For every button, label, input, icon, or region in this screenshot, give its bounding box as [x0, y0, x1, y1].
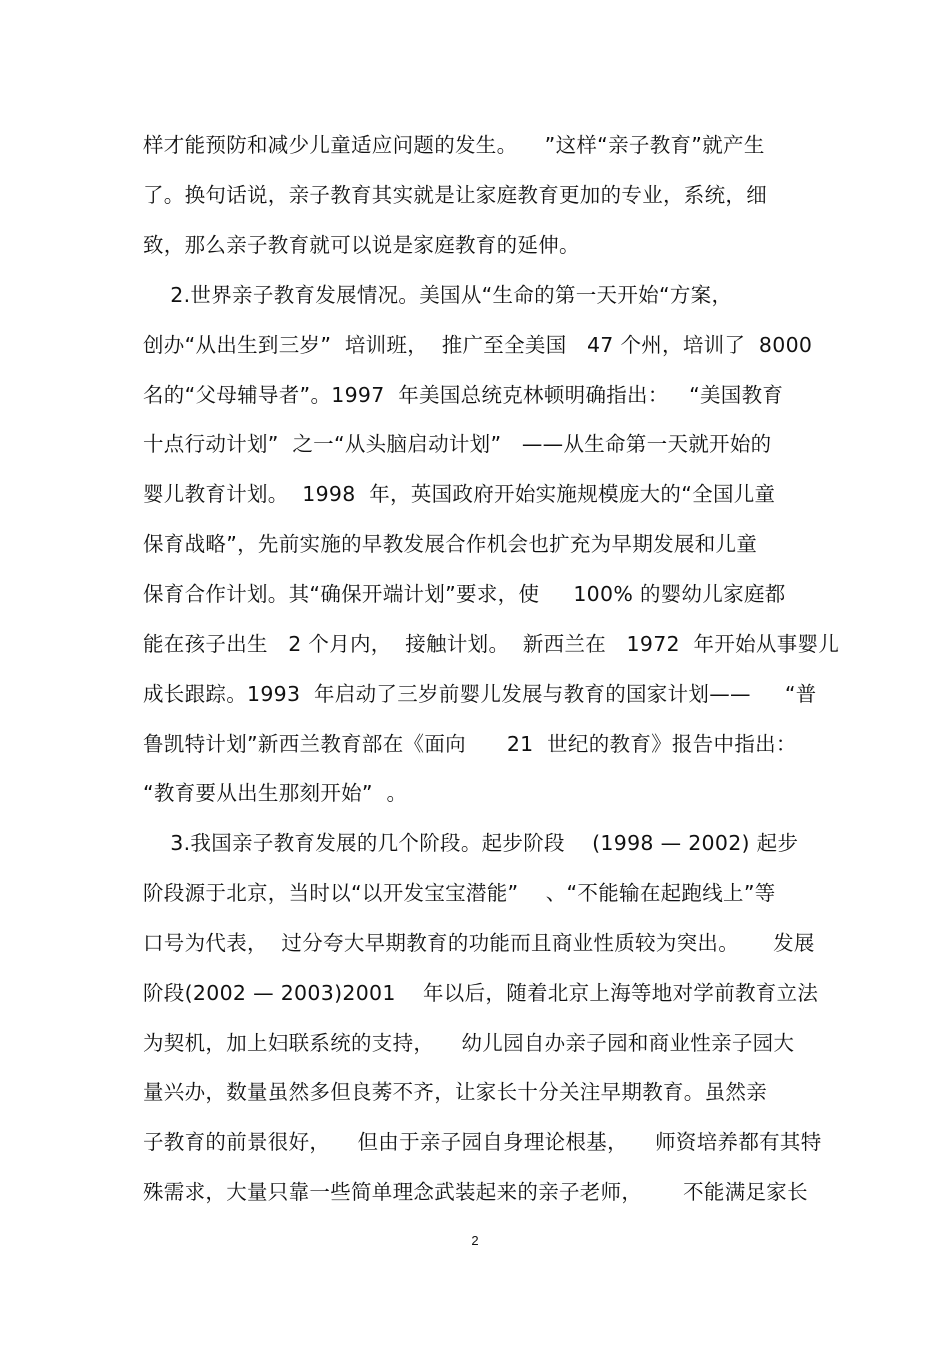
- text-line: 致，那么亲子教育就可以说是家庭教育的延伸。: [143, 233, 580, 257]
- text-line: 殊需求，大量只靠一些简单理念武装起来的亲子老师， 不能满足家长: [143, 1180, 808, 1204]
- text-line: 了。换句话说，亲子教育其实就是让家庭教育更加的专业，系统，细: [143, 183, 767, 207]
- text-line: 量兴办，数量虽然多但良莠不齐，让家长十分关注早期教育。虽然亲: [143, 1080, 767, 1104]
- text-line: 保育战略”，先前实施的早教发展合作机会也扩充为早期发展和儿童: [143, 532, 758, 556]
- text-line: 名的“父母辅导者”。1997 年美国总统克林顿明确指出： “美国教育: [143, 383, 784, 407]
- text-line: 鲁凯特计划”新西兰教育部在《面向 21 世纪的教育》报告中指出：: [143, 732, 797, 756]
- page-number: 2: [471, 1233, 479, 1248]
- text-line: 样才能预防和减少儿童适应问题的发生。 ”这样“亲子教育”就产生: [143, 133, 765, 157]
- text-line: 为契机，加上妇联系统的支持， 幼儿园自办亲子园和商业性亲子园大: [143, 1031, 795, 1055]
- text-line: 成长跟踪。1993 年启动了三岁前婴儿发展与教育的国家计划—— “普: [143, 682, 817, 706]
- text-line: 十点行动计划” 之一“从头脑启动计划” ——从生命第一天就开始的: [143, 432, 772, 456]
- text-line: 子教育的前景很好， 但由于亲子园自身理论根基， 师资培养都有其特: [143, 1130, 822, 1154]
- text-line: 能在孩子出生 2 个月内， 接触计划。 新西兰在 1972 年开始从事婴儿: [143, 632, 840, 656]
- text-line: 创办“从出生到三岁” 培训班， 推广至全美国 47 个州，培训了 8000: [143, 333, 813, 357]
- text-line: 阶段(2002 — 2003)2001 年以后，随着北京上海等地对学前教育立法: [143, 981, 819, 1005]
- text-line: 2.世界亲子教育发展情况。美国从“生命的第一天开始“方案，: [143, 283, 733, 307]
- text-line: 保育合作计划。其“确保开端计划”要求，使 100% 的婴幼儿家庭都: [143, 582, 786, 606]
- text-line: 婴儿教育计划。 1998 年，英国政府开始实施规模庞大的“全国儿童: [143, 482, 776, 506]
- text-line: 口号为代表， 过分夸大早期教育的功能而且商业性质较为突出。 发展: [143, 931, 815, 955]
- text-line: “教育要从出生那刻开始” 。: [143, 781, 408, 805]
- text-line: 阶段源于北京，当时以“以开发宝宝潜能” 、“不能输在起跑线上”等: [143, 881, 776, 905]
- text-line: 3.我国亲子教育发展的几个阶段。起步阶段 (1998 — 2002) 起步: [143, 831, 799, 855]
